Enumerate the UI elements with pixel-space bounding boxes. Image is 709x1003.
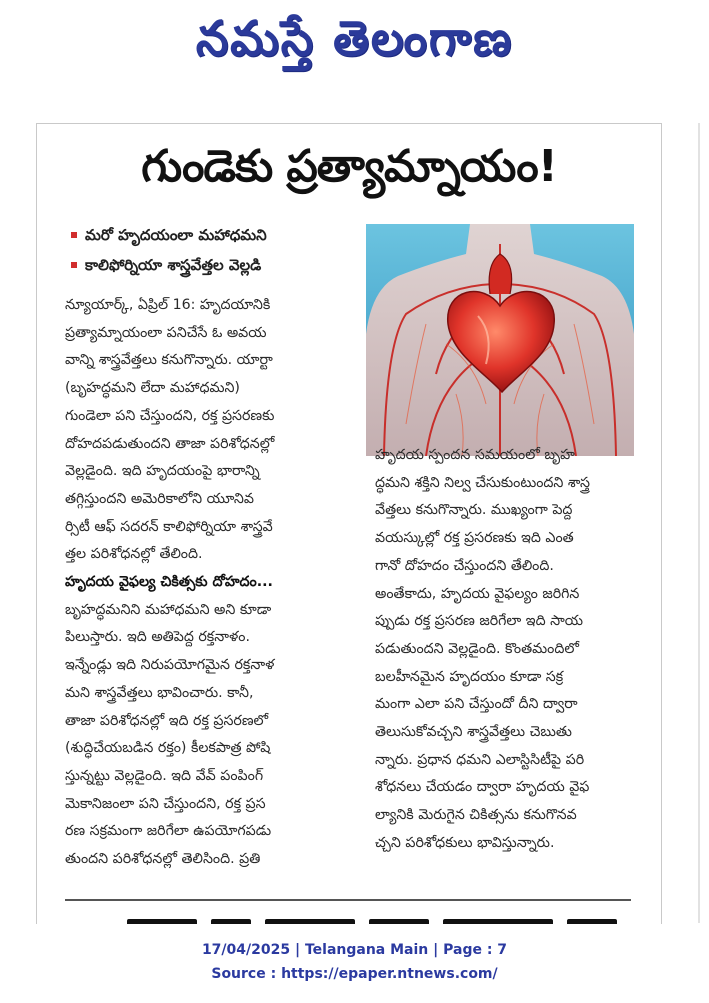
body-line: రణ సక్రమంగా జరిగేలా ఉపయోగపడు [65, 823, 272, 840]
bullet-square-icon [71, 262, 77, 268]
body-line: గుండెలా పని చేస్తుందని, రక్త ప్రసరణకు [65, 407, 275, 424]
bullet-list [69, 220, 369, 280]
body-line: అంతేకాదు, హృదయ వైఫల్యం జరిగిన [375, 585, 580, 602]
heart-illustration-image [366, 224, 634, 456]
body-line: ర్సిటీ ఆఫ్ సదరన్ కాలిఫోర్నియా శాస్త్రవే [65, 518, 273, 535]
masthead [0, 8, 709, 68]
column-rule-divider [65, 899, 631, 901]
body-line: హృదయ స్పందన సమయంలో బృహ [375, 447, 575, 463]
page-edge-divider [698, 123, 700, 923]
body-line: (బృహద్ధమని లేదా మహాధమని) [65, 380, 240, 397]
body-line: దోహదపడుతుందని తాజా పరిశోధనల్లో [65, 435, 275, 452]
footer-date-edition: 17/04/2025 | Telangana Main | Page : 7 [201, 942, 508, 958]
bullet-text: కాలిఫోర్నియా శాస్త్రవేత్తల వెల్లడి [85, 256, 262, 274]
body-line: వెల్లడైంది. ఇది హృదయంపై భారాన్ని [65, 463, 260, 480]
body-line: ద్ధమని శక్తిని నిల్వ చేసుకుంటుందని శాస్త్ర [375, 474, 590, 491]
body-line: ల్యానికి మెరుగైన చికిత్సను కనుగొనవ [375, 807, 577, 824]
bullet-item [69, 220, 369, 250]
bullet-text: మరో హృదయంలా మహాధమని [85, 226, 267, 244]
body-line: తుందని పరిశోధనల్లో తెలిసింది. ప్రతి [65, 851, 261, 868]
body-line: వాన్ని శాస్త్రవేత్తలు కనుగొన్నారు. యార్టా [65, 352, 273, 369]
body-line: చ్చని పరిశోధకులు భావిస్తున్నారు. [375, 834, 555, 851]
body-line: తాజా పరిశోధనల్లో ఇది రక్త ప్రసరణలో [65, 712, 269, 729]
body-line: పడుతుందని వెల్లడైంది. కొంతమందిలో [375, 640, 579, 657]
bullet-item [69, 250, 369, 280]
cropped-glyph [127, 919, 197, 924]
cropped-glyph [369, 919, 429, 924]
cropped-glyph [265, 919, 355, 924]
footer-source-link[interactable]: Source : https://epaper.ntnews.com/ [211, 966, 498, 982]
body-line: బలహీనమైన హృదయం కూడా సక్ర [375, 668, 564, 685]
body-line: ప్పుడు రక్త ప్రసరణ జరిగేలా ఇది సాయ [375, 613, 583, 630]
body-line: మని శాస్త్రవేత్తలు భావించారు. కానీ, [65, 684, 254, 701]
body-line: మంగా ఎలా పని చేస్తుందో దీని ద్వారా [375, 696, 578, 713]
body-line: బృహద్ధమనిని మహాధమని అని కూడా [65, 601, 272, 618]
bullet-square-icon [71, 232, 77, 238]
cropped-glyph [211, 919, 251, 924]
body-line: (శుద్ధిచేయబడిన రక్తం) కీలకపాత్ర పోషి [65, 740, 271, 757]
body-line: న్యూయార్క్, ఏప్రిల్ 16: హృదయానికి [65, 297, 271, 313]
body-line: మెకానిజంలా పని చేస్తుందని, రక్త ప్రస [65, 795, 266, 812]
body-line: వేత్తలు కనుగొన్నారు. ముఖ్యంగా పెద్ద [375, 502, 573, 519]
body-line: స్తున్నట్టు వెల్లడైంది. ఇది వేవ్ పంపింగ్ [65, 767, 264, 784]
body-line: గానో దోహదం చేస్తుందని తేలింది. [375, 557, 554, 574]
cropped-glyph [443, 919, 553, 924]
article-headline: గుండెకు ప్రత్యామ్నాయం! [141, 141, 557, 192]
body-line: ఇన్నేండ్లు ఇది నిరుపయోగమైన రక్తనాళ [65, 657, 275, 674]
article-subhead: హృదయ వైఫల్య చికిత్సకు దోహదం... [65, 574, 273, 591]
body-line: త్తల పరిశోధనల్లో తేలింది. [65, 546, 203, 563]
cropped-glyph [567, 919, 617, 924]
article-clipping [36, 123, 662, 924]
cropped-next-headline [127, 914, 647, 924]
article-column-left [65, 292, 369, 874]
body-line: తెలుసుకోవచ్చని శాస్త్రవేత్తలు చెబుతు [375, 724, 572, 741]
body-line: ప్రత్యామ్నాయంలా పనిచేసే ఓ అవయ [65, 324, 267, 341]
body-line: తగ్గిస్తుందని అమెరికాలోని యూనివ [65, 490, 254, 507]
body-line: న్నారు. ప్రధాన ధమని ఎలాస్టిసిటీపై పరి [375, 751, 585, 768]
body-line: వయస్కుల్లో రక్త ప్రసరణకు ఇది ఎంత [375, 530, 574, 547]
newspaper-title: నమస్తే తెలంగాణ [195, 9, 514, 67]
article-column-right [375, 442, 641, 858]
heart-anatomy-graphic [366, 224, 634, 456]
body-line: శోధనలు చేయడం ద్వారా హృదయ వైఫ [375, 779, 590, 796]
body-line: పిలుస్తారు. ఇది అతిపెద్ద రక్తనాళం. [65, 629, 250, 646]
page-footer [0, 938, 709, 986]
